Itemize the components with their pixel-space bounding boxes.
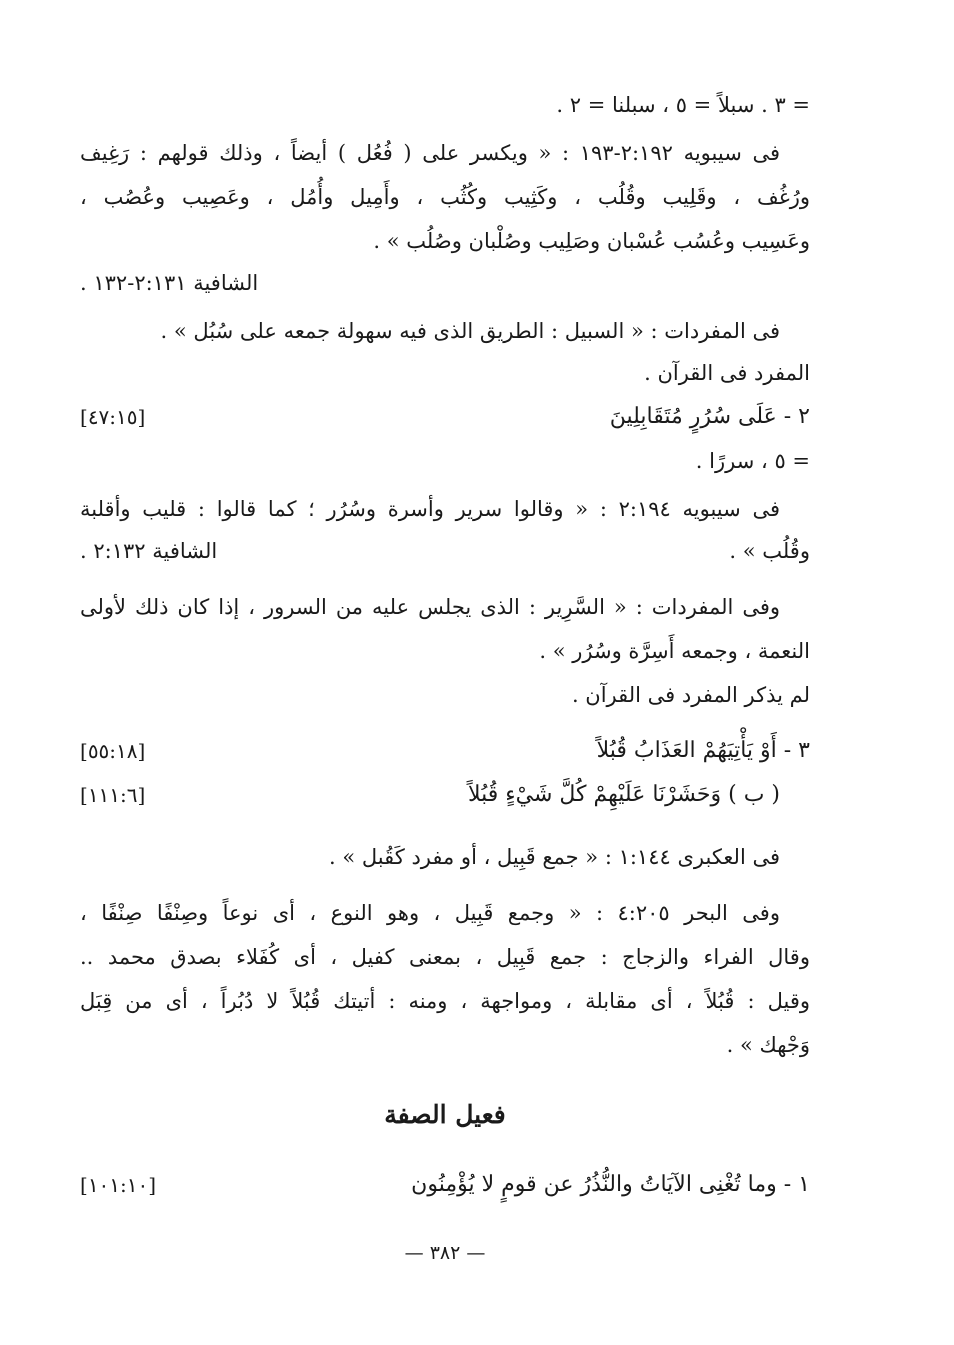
text-line-bahr-3: وقيل : قُبُلاً ، أى مقابلة ، ومواجهة ، ومنه : أتيتك قُبُلاً لا دُبُراً ، أى من قِبَل (80, 989, 810, 1013)
text-line-4: وعَسِيب وعُسُب عُسْبان وصَلِيب وصُلْبان وصُلُب » . (373, 229, 810, 253)
text-line-3: ورُغُف ، وقَلِيب وقُلُب ، وكَثِيب وكُثُب ، وأَمِيل وأُمُل ، وعَصِيب وعُصُب ، (80, 185, 810, 209)
verse-ref-faeel-1: [١٠١:١٠] (80, 1173, 157, 1197)
verse-ref-3b: [١١١:٦] (80, 783, 146, 807)
citation-shafiya-2: الشافية ٢:١٣٢ . (80, 539, 218, 563)
text-line-bahr-1: وفى البحر ٤:٢٠٥ : « وجمع قَبِيل ، وهو النوع ، أى نوعاً وصِنْفًا صِنْفًا ، (80, 901, 780, 925)
text-line-mufradat-2: وفى المفردات : « السَّرِير : الذى يجلس عليه من السرور ، إذا كان ذلك لأولى (80, 595, 780, 619)
citation-shafiya-1: الشافية ٢:١٣١-١٣٢ . (80, 271, 259, 295)
text-line-2: فى سيبويه ٢:١٩٢-١٩٣ : « ويكسر على ( فُعُل ) أيضاً ، وذلك قولهم : رَغِيف (80, 141, 780, 165)
text-line-mufrad-2: لم يذكر المفرد فى القرآن . (571, 683, 810, 707)
text-line-bahr-4: وَجْهك » . (726, 1033, 810, 1057)
section-heading: فعيل الصفة (384, 1100, 506, 1129)
text-line-sururan: = ٥ ، سررًا . (695, 449, 810, 473)
text-line-bahr-2: وقال الفراء والزجاج : جمع قَبِيل ، بمعنى كفيل ، أى كُفَلاء بصدق محمد .. (80, 945, 810, 969)
text-line-ukbari: فى العكبرى ١:١٤٤ : « جمع قَبِيل ، أو مفرد كَقُبل » . (329, 845, 780, 869)
text-line-1: = ٣ . سبلاً = ٥ ، سبلنا = ٢ . (556, 93, 810, 117)
text-line-nima: النعمة ، وجمعه أَسِرَّة وسُرُر » . (539, 639, 810, 663)
verse-ref-2: [٤٧:١٥] (80, 405, 146, 429)
text-line-sibawayh-2: فى سيبويه ٢:١٩٤ : « وقالوا سرير وأسرة وسُرُر ؛ كما قالوا : قليب وأقلبة (80, 497, 780, 521)
page-number: — ٣٨٢ — (404, 1242, 486, 1264)
verse-ref-3: [٥٥:١٨] (80, 739, 146, 763)
document-page (80, 80, 810, 1310)
quran-verse-faeel-1: ١ - وما تُغْنِى الآيَاتُ والنُّذُرُ عن قومٍ لا يُؤْمِنُون (411, 1172, 810, 1197)
quran-verse-3b: ( ب ) وَحَشَرْنَا عَلَيْهِمْ كُلَّ شَيْءٍ قُبُلاً (467, 782, 780, 807)
text-line-qulub: وقُلُب » . (729, 539, 810, 563)
text-line-mufrad-1: المفرد فى القرآن . (644, 361, 810, 385)
text-line-mufradat-1: فى المفردات : « السبيل : الطريق الذى فيه سهولة جمعه على سُبُل » . (160, 319, 780, 343)
quran-verse-2: ٢ - عَلَى سُرُرٍ مُتَقَابِلِينَ (609, 404, 810, 429)
quran-verse-3: ٣ - أَوْ يَأْتِيَهُمْ العَذَابُ قُبُلاً (596, 738, 810, 763)
